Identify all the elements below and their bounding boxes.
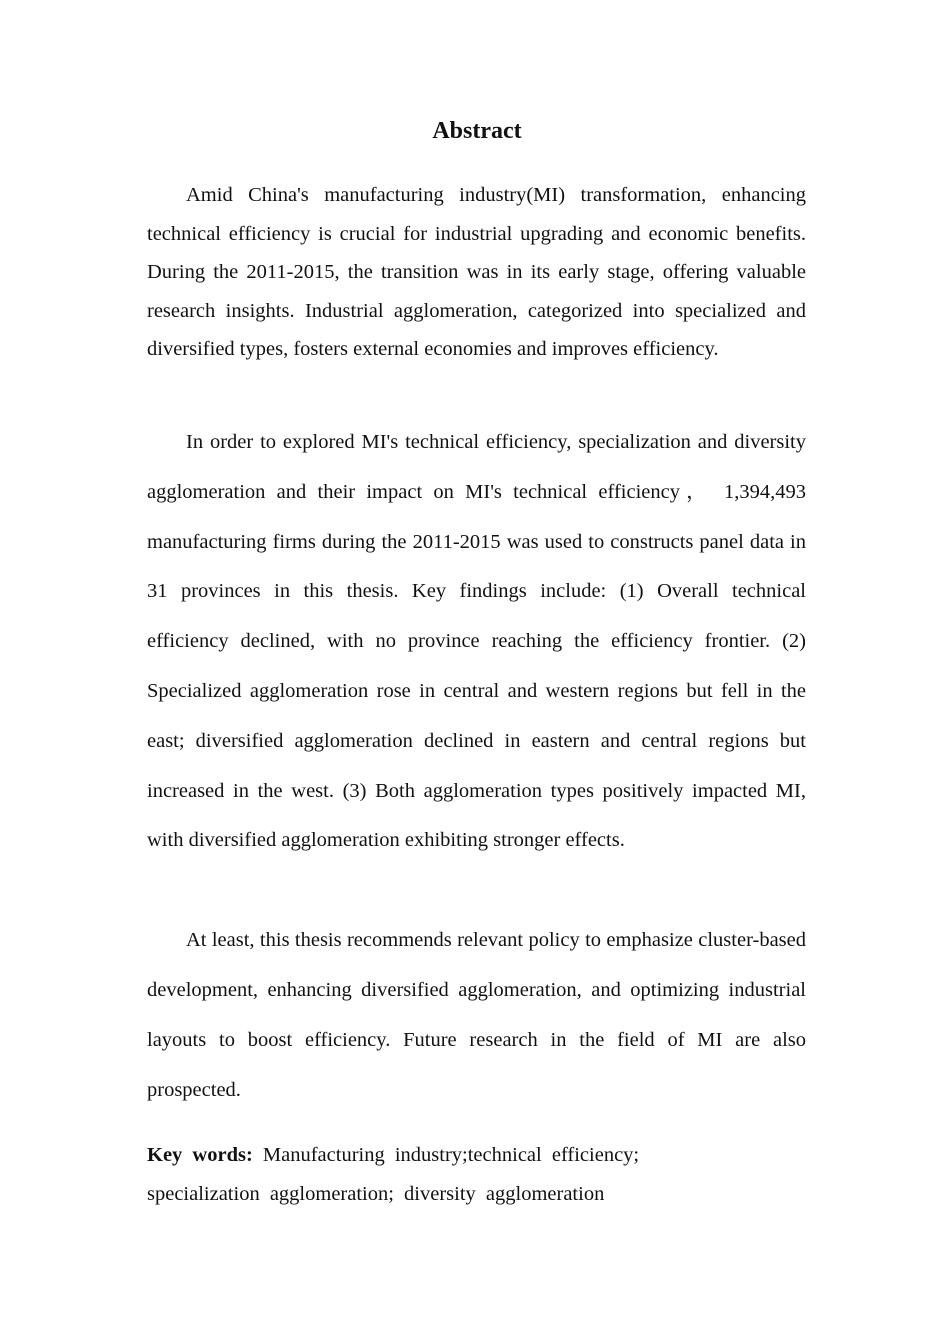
keywords-line — [147, 1136, 707, 1213]
keywords-label: Key words: — [147, 1144, 253, 1166]
abstract-paragraph-2: In order to explored MI's technical efficiency, specialization and diversity agglomeration and their impact on MI's technical efficiency， 1,394,493 manufacturing firms during the 2011-2015 was used to constructs panel data in 31 provinces in this thesis. Key findings include: (1) Overall technical efficiency declined, with no province reaching the efficiency frontier. (2) Specialized agglomeration rose in central and western regions but fell in the east; diversified agglomeration declined in eastern and central regions but increased in the west. (3) Both agglomeration types positively impacted MI, with diversified agglomeration exhibiting stronger effects. — [147, 431, 806, 852]
abstract-title: Abstract — [432, 118, 522, 144]
abstract-paragraph-1: Amid China's manufacturing industry(MI) transformation, enhancing technical efficiency is crucial for industrial upgrading and economic benefits. During the 2011-2015, the transition was in its early stage, offering valuable research insights. Industrial agglomeration, categorized into specialized and diversified types, fosters external economies and improves efficiency. — [147, 184, 806, 361]
abstract-paragraph-3: At least, this thesis recommends relevant policy to emphasize cluster-based development, enhancing diversified agglomeration, and optimizing industrial layouts to boost efficiency. Future research in the field of MI are also prospected. — [147, 929, 806, 1101]
keywords-text: Manufacturing industry;technical efficiency; specialization agglomeration; diversity agglomeration — [147, 1144, 640, 1205]
